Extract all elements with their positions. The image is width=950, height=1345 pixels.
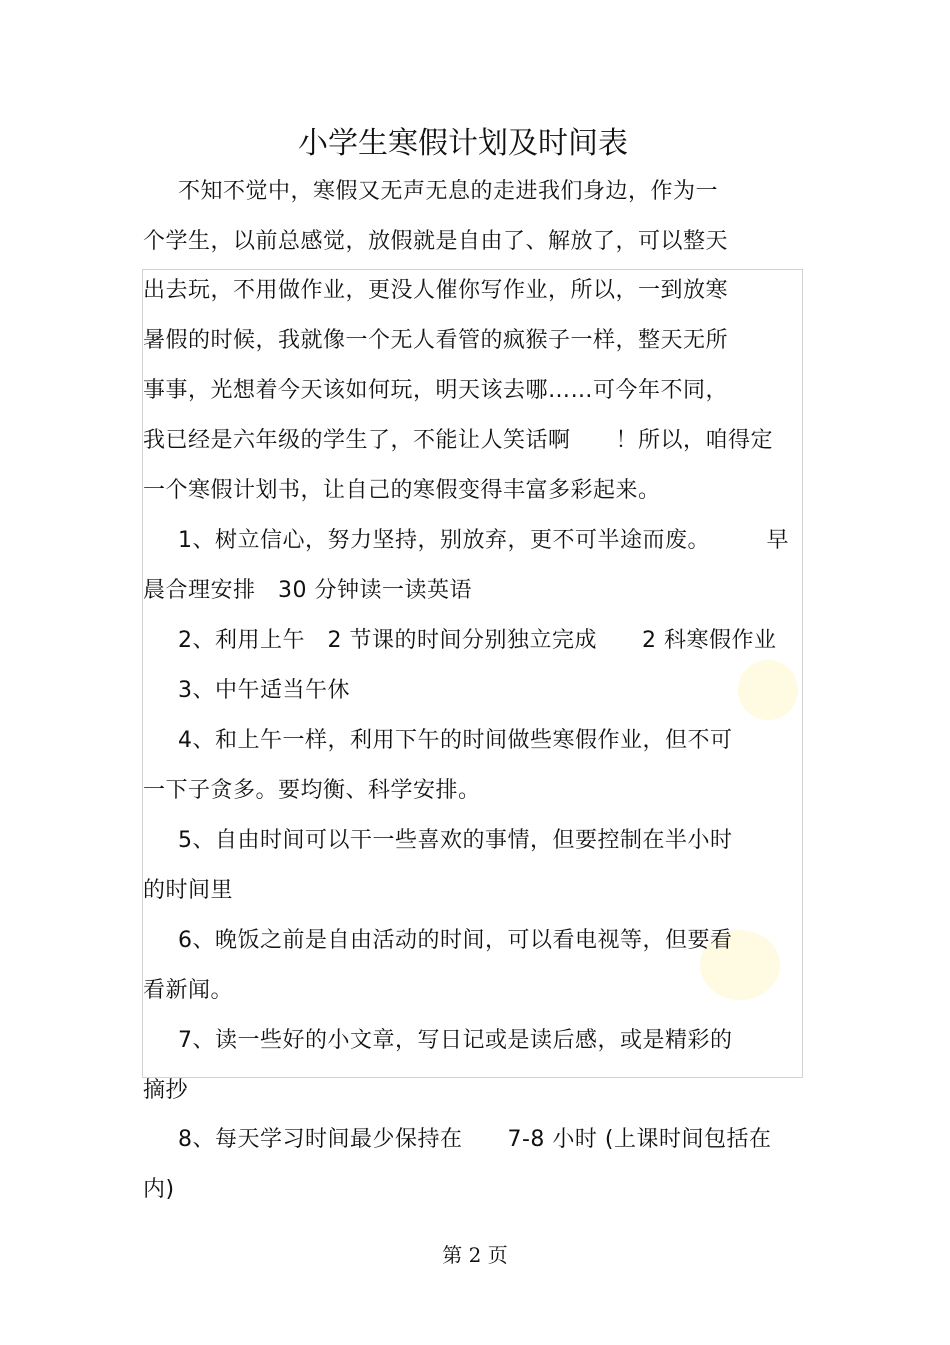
list-item-line: 2、利用上午 2 节课的时间分别独立完成 2 科寒假作业: [178, 628, 777, 653]
document-title: 小学生寒假计划及时间表: [298, 126, 628, 161]
paragraph-line: 我已经是六年级的学生了，不能让人笑话啊 ！所以，咱得定: [143, 428, 774, 453]
paragraph-line: 出去玩，不用做作业，更没人催你写作业，所以，一到放寒: [143, 278, 729, 303]
list-item-line: 晨合理安排 30 分钟读一读英语: [143, 578, 472, 603]
list-item-line: 8、每天学习时间最少保持在 7-8 小时 (上课时间包括在: [178, 1127, 772, 1152]
list-item-line: 一下子贪多。要均衡、科学安排。: [143, 778, 481, 803]
paragraph-line: 个学生，以前总感觉，放假就是自由了、解放了，可以整天: [143, 229, 729, 254]
list-item-line: 7、读一些好的小文章，写日记或是读后感，或是精彩的: [178, 1028, 733, 1053]
paragraph-line: 事事，光想着今天该如何玩，明天该去哪……可今年不同，: [143, 378, 729, 403]
list-item-line: 摘抄: [143, 1078, 189, 1103]
list-item-line: 看新闻。: [143, 978, 234, 1003]
list-item-line: 的时间里: [143, 878, 234, 903]
paragraph-line: 一个寒假计划书，让自己的寒假变得丰富多彩起来。: [143, 478, 661, 503]
page-number: 第 2 页: [442, 1243, 508, 1267]
list-item-line: 内): [143, 1177, 175, 1202]
list-item-line: 5、自由时间可以干一些喜欢的事情，但要控制在半小时: [178, 828, 733, 853]
list-item-line: 6、晚饭之前是自由活动的时间，可以看电视等，但要看: [178, 928, 733, 953]
paragraph-line: 不知不觉中，寒假又无声无息的走进我们身边，作为一: [178, 179, 719, 204]
paragraph-line: 暑假的时候，我就像一个无人看管的疯猴子一样，整天无所: [143, 328, 729, 353]
list-item-line: 3、中午适当午休: [178, 678, 350, 703]
list-item-line: 1、树立信心，努力坚持，别放弃，更不可半途而废。 早: [178, 528, 789, 553]
list-item-line: 4、和上午一样，利用下午的时间做些寒假作业，但不可: [178, 728, 733, 753]
